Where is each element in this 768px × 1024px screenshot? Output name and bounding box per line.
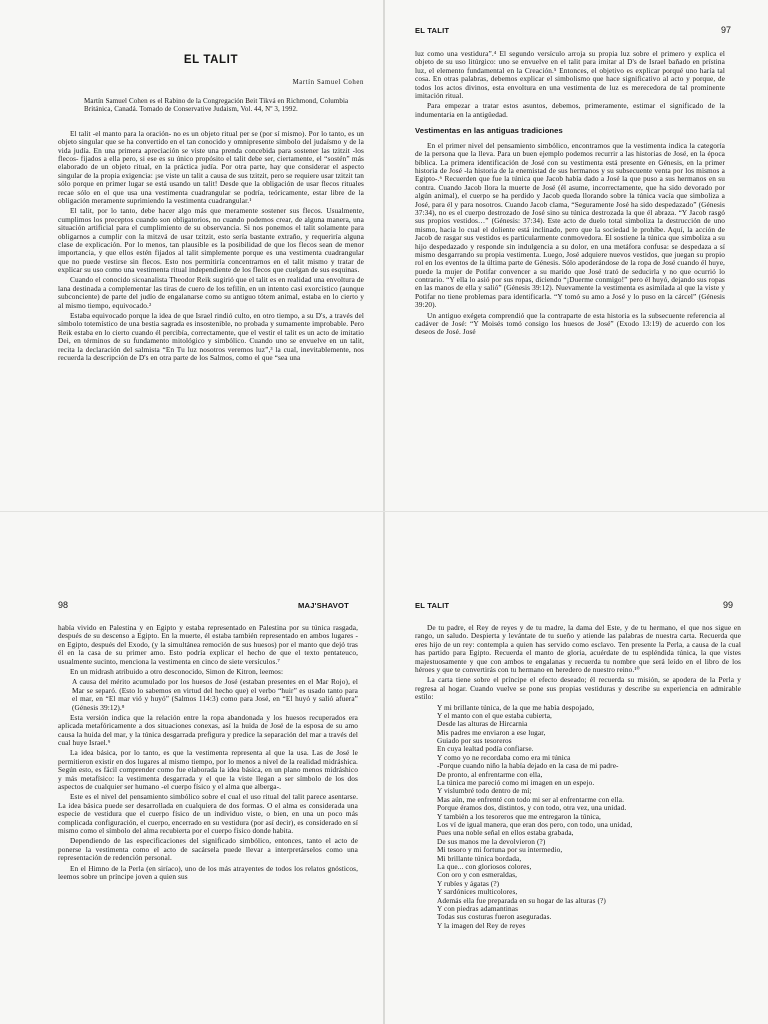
poem-line: Todas sus costuras fueron aseguradas.: [437, 912, 552, 922]
poem-line: Mi brillante túnica bordada,: [437, 853, 522, 863]
page-96-body: [58, 54, 364, 364]
paragraph: La carta tiene sobre el príncipe el efecto deseado; él recuerda su misión, se apodera de la Perla y regresa al hogar. Cuando vuelve se pone sus propias vestiduras y describe su experiencia en admirable estilo:: [415, 675, 741, 702]
paragraph: El talit, por lo tanto, debe hacer algo más que meramente sostener sus flecos. Usualmente, cumplimos los preceptos cuando son obligatorios, no cuando podemos crear, de alguna manera, una situación artificial para el cumplimiento de su observancia. Si nos ponemos el talit solamente para obligarnos a cumplir con la mitzvá de usar tzitzit, esto sería bastante extraño, y requeriría alguna clase de explicación. Por lo menos, tan plausible es la posibilidad de que los flecos sean de menor importancia, y que ellos estén fijados al talit simplemente porque es una vestimenta cuadrangular que no puede vestirse sin flecos. Esto nos permitiría concentrarnos en el talit mismo y tratar de explicar su uso como una vestimenta ritual independiente de los flecos que cuelgan de sus esquinas.: [58, 206, 364, 275]
page-97: [385, 0, 768, 512]
article-author: Martín Samuel Cohen: [292, 79, 364, 87]
running-header: EL TALIT: [415, 26, 450, 35]
poem-line: Mi tesoro y mi fortuna por su intermedio,: [437, 845, 563, 855]
poem-line: Mas aún, me enfrenté con todo mi ser al enfrentarme con ella.: [437, 794, 625, 804]
paragraph: Estaba equivocado porque la idea de que Israel rindió culto, en otro tiempo, a su D's, a través del símbolo totemístico de una bestia sagrada es insostenible, no probada y sumamente improbable. Pero Reik estaba en lo cierto cuando él percibía, correctamente, que el vestir el talit es un acto de imitatio Dei, en términos de su fundamento mitológico y simbólico. Cuando uno se envuelve en un talit, recita la declaración del salmista “En Tu luz nosotros veremos luz”,³ la cual, inevitablemente, nos recuerda la descripción de D's en otra parte de los Salmos, como el que “sea una: [58, 311, 364, 362]
poem-line: Y con piedras adamantinas: [437, 903, 519, 913]
page-97-body: [415, 50, 725, 339]
paragraph: En el Himno de la Perla (en siríaco), uno de los más atrayentes de todos los relatos gnósticos, leemos sobre un príncipe joven a quien sus: [58, 863, 358, 881]
page-96: [0, 0, 383, 512]
poem-line: Los ví de igual manera, que eran dos pero, con todo, una unidad,: [437, 819, 633, 829]
poem-line: Y vislumbré todo dentro de mí;: [437, 786, 532, 796]
poem-line: Desde las alturas de Hircarnia: [437, 719, 528, 729]
poem-line: En cuya lealtad podía confiarse.: [437, 744, 534, 754]
letter-quote: De tu padre, el Rey de reyes y de tu madre, la dama del Este, y de tu hermano, el que nos sigue en rango, un saludo. Despierta y levántate de tu sueño y atiende las palabras de nuestra carta. Recuerda que eres hijo de un rey: contempla a quien has servido como esclavo. Ten presente la Perla, a causa de la cual has partido para Egipto. Recuerda el manto de gloria, acuérdate de tu espléndida túnica, la que vistes majestuosamente y que con ambos te engalanas y recuerda tu nombre que será leído en el libro de los héroes y que te convertirás con tu hermano en heredero de nuestro reino.¹⁰: [415, 623, 741, 674]
page-number: 97: [721, 25, 732, 35]
scan-split-line: [0, 511, 768, 512]
running-header: EL TALIT: [415, 601, 450, 610]
running-header: MAJ'SHAVOT: [298, 601, 349, 610]
page-98: [0, 512, 383, 1024]
poem-line: -Porque cuando niño la había dejado en la casa de mi padre-: [437, 761, 619, 771]
poem-line: Y rubíes y ágatas (?): [437, 878, 500, 888]
paragraph: Para empezar a tratar estos asuntos, debemos, primeramente, estimar el significado de la indumentaria en la antigüedad.: [415, 101, 725, 119]
page-99: [385, 512, 768, 1024]
author-bio: Martín Samuel Cohen es el Rabino de la Congregación Beit Tikvá en Richmond, Columbia Británica, Canadá. Tomado de Conservative Judaism, Vol. 44, Nº 3, 1992.: [84, 97, 349, 114]
poem-line: De sus manos me la devolvieron (?): [437, 836, 546, 846]
paragraph: había vivido en Palestina y en Egipto y estaba representado en Palestina por su túnica rasgada, después de su descenso a Egipto. En la muerte, él estaba también representado en ambos lugares - en Egipto, después del Exodo, (y la simultánea remoción de sus huesos) por el manto que dejó tras él en la casa de su primer amo. Esto podría explicar el hecho de que el texto pentateuco, usualmente sucinto, menciona la vestimenta en cinco de siete versículos.⁷: [58, 623, 358, 666]
paragraph: Esta versión indica que la relación entre la ropa abandonada y los huesos recuperados era aplicada metafóricamente a dos situaciones conexas, así la huida de José de la esposa de su amo causa la huida del mar, y la túnica desgarrada prefigura y predice la separación del mar a través del cual huye Israel.⁹: [58, 712, 358, 748]
poem-line: Porque éramos dos, distintos, y con todo, otra vez, una unidad.: [437, 803, 627, 813]
poem-line: Y el manto con el que estaba cubierta,: [437, 710, 552, 720]
page-gutter: [383, 0, 385, 1024]
paragraph: Un antiguo exégeta comprendió que la contraparte de esta historia es la subsecuente referencia al cadáver de José: “Y Moisés tomó consigo los huesos de José” (Exodo 13:19) de acuerdo con los deseos de José. José: [415, 310, 725, 337]
poem-line: Y como yo ne recordaba como era mi túnica: [437, 752, 571, 762]
poem-line: La que... con gloriosos colores,: [437, 861, 532, 871]
poem-line: Y sardónices multicolores,: [437, 887, 518, 897]
poem: [415, 704, 741, 931]
poem-line: Además ella fue preparada en su hogar de las alturas (?): [437, 895, 606, 905]
section-heading: Vestimentas en las antiguas tradiciones: [415, 126, 563, 136]
poem-line: La túnica me pareció como mi imagen en un espejo.: [437, 778, 595, 788]
page-98-body: [58, 624, 358, 883]
page-number: 99: [723, 600, 734, 610]
article-title: EL TALIT: [183, 54, 239, 66]
poem-line: Guiado por sus tesoreros: [437, 736, 512, 746]
paragraph: En un midrash atribuido a otro desconocido, Simon de Kitron, leemos:: [70, 666, 284, 676]
block-quote: A causa del mérito acumulado por los huesos de José (estaban presentes en el Mar Rojo), el Mar se separó. (Esto lo sabemos en virtud del hecho que) el verbo “huir” es usado tanto para el mar, en “El mar vió y huyó” (Salmos 114:3) como para José, en “El huyó y salió afuera” (Génesis 39:12).⁸: [72, 677, 358, 712]
poem-line: Con oro y con esmeraldas,: [437, 870, 518, 880]
poem-line: Y mi brillante túnica, de la que me había despojado,: [437, 702, 595, 712]
page-number: 98: [58, 600, 69, 610]
paragraph: El talit -el manto para la oración- no es un objeto ritual per se (por sí mismo). Por lo tanto, es un objeto singular que se ha convertido en el tan conocido y omnipresente símbolo del judaísmo y de la vida judía. En una primera apreciación se viste una prenda concebida para sostener las tzitzit -los flecos- fijados a ella pero, si ese es su único propósito el talit debe ser, ciertamente, el “sostén” más elaborado de un objeto ritual, en la práctica judía. Por otra parte, hay que considerar el aspecto singular de la propia exigencia: ¡se viste un talit a causa de sus tzitzit, pero se requiere usar tzitzit tan sólo porque en primer lugar se está usando un talit! Desde que la obligación de usar flecos rituales recae sólo en el que usa una vestimenta cuadrangular se podría, teóricamente, estar libre de la obligación meramente suprimiendo la vestimenta cuadrangular.¹: [58, 128, 364, 205]
poem-line: De pronto, al enfrentarme con ella,: [437, 769, 543, 779]
page-99-body: [415, 624, 741, 930]
paragraph: luz como una vestidura”.⁴ El segundo versículo arroja su propia luz sobre el primero y explica el objeto de su uso litúrgico: uno se envuelve en el talit para imitar al D's de Israel bañado en prístina luz, el elemento fundamental en la Creación.⁵ Entonces, el objetivo es explicar porqué uno haría tal cosa. En otras palabras, debemos explicar el simbolismo que hace significativo al acto y porque, de todos los actos divinos, esta envoltura en una vestimenta de luz es merecedora de tal prominente imitación ritual.: [415, 49, 725, 100]
paragraph: En el primer nivel del pensamiento simbólico, encontramos que la vestimenta indica la categoría de la persona que la lleva. Para un buen ejemplo podemos recurrir a las historias de José, en la época bíblica. La primera identificación de José con su vestimenta está presente en Génesis, en la primer historia de José -la historia de la enemistad de sus hermanos y su subsecuente venta por los mismos a Egipto-.⁶ Recuerden que fue la túnica que Jacob había dado a José la que puso a sus hermanos en su contra. Cuando Jacob llora la muerte de José (él asume, incorrectamente, que ha sido devorado por algún animal), el cuerpo se ha perdido y Jacob queda llorando sobre la túnica vacía que simboliza a José, para él y para nosotros. Cuando Jacob clama, “Seguramente José ha sido despedazado” (Génesis 37:34), no es el cuerpo destrozado de José sino su túnica destrozada la que él abraza. “Y Jacob rasgó sus propios vestidos…” (Génesis: 37:34). Este acto de duelo total simboliza la destrucción de uno mismo, hacia lo cual el doliente está inclinado, pero que la sociedad le prohíbe. Aquí, la acción de Jacob de rasgar sus vestidos es particularmente conmovedora. El sostiene la túnica que simboliza a su hijo despedazado y responde sin indulgencia a su dolor, en una metáfora confusa: se despedaza a sí mismo desgarrando su propia vestimenta. Luego, José adquiere nuevos vestidos, que juegan su propio rol en los eventos de la última parte de Génesis. Sólo apoderándose de la ropa de José cuando él huye, puede la mujer de Potifar convencer a su marido que José trató de seducirla y no que ocurrió lo contrario. “Y ella lo asió por sus ropas, diciendo “¡Duerme conmigo!” pero él huyó, dejando sus ropas en las manos de ella y salió” (Génesis 39:12). Nuevamente la vestimenta es asimilada al que la viste y Potifar no tiene problemas para identificarla. “Y tomó su amo a José y lo puso en la cárcel” (Génesis 39:20).: [415, 140, 725, 310]
poem-line: Mis padres me enviaron a ese lugar,: [437, 727, 546, 737]
paragraph: Este es el nivel del pensamiento simbólico sobre el cual el uso ritual del talit parece asentarse. La idea básica puede ser desarrollada en cualquiera de dos formas. O el alma es considerada una especie de vestidura que el cuerpo físico de un individuo viste, o bien, en una un poco más complicada configuración, el cuerpo, encerrado en su vestidura (por así decir), es considerado en sí mismo como el símbolo del alma recubierta por el cuerpo físico donde habita.: [58, 792, 358, 835]
paragraph: Dependiendo de las especificaciones del significado simbólico, entonces, tanto el acto de ponerse la vestimenta como el acto de sacársela puede llevar a interpretárselos como una representación de redención personal.: [58, 836, 358, 863]
poem-line: Pues una noble señal en ellos estaba grabada,: [437, 828, 574, 838]
poem-line: Y la imagen del Rey de reyes: [437, 920, 526, 930]
paragraph: La idea básica, por lo tanto, es que la vestimenta representa al que la usa. Las de José le permitieron existir en dos lugares al mismo tiempo, por lo menos a nivel de la realidad midráshica. Según esto, es fácil comprender como fue elaborada la idea básica, en un plano menos midráshico y más metafísico: la vestimenta desgarrada y el que la viste llegan a ser símbolo de los dos aspectos de cualquier ser humano -el cuerpo físico y el alma que alberga-.: [58, 748, 358, 792]
poem-line: Y también a los tesoreros que me entregaron la túnica,: [437, 811, 601, 821]
paragraph: Cuando el conocido sicoanalista Theodor Reik sugirió que el talit es en realidad una envoltura de lana destinada a complementar las tiras de cuero de los tefilín, en un intento casi exorcístico (aunque subconciente) de parte del judío de engalanarse como su antiguo tótem animal, estaba en lo cierto y al mismo tiempo, equivocado.²: [58, 275, 364, 310]
